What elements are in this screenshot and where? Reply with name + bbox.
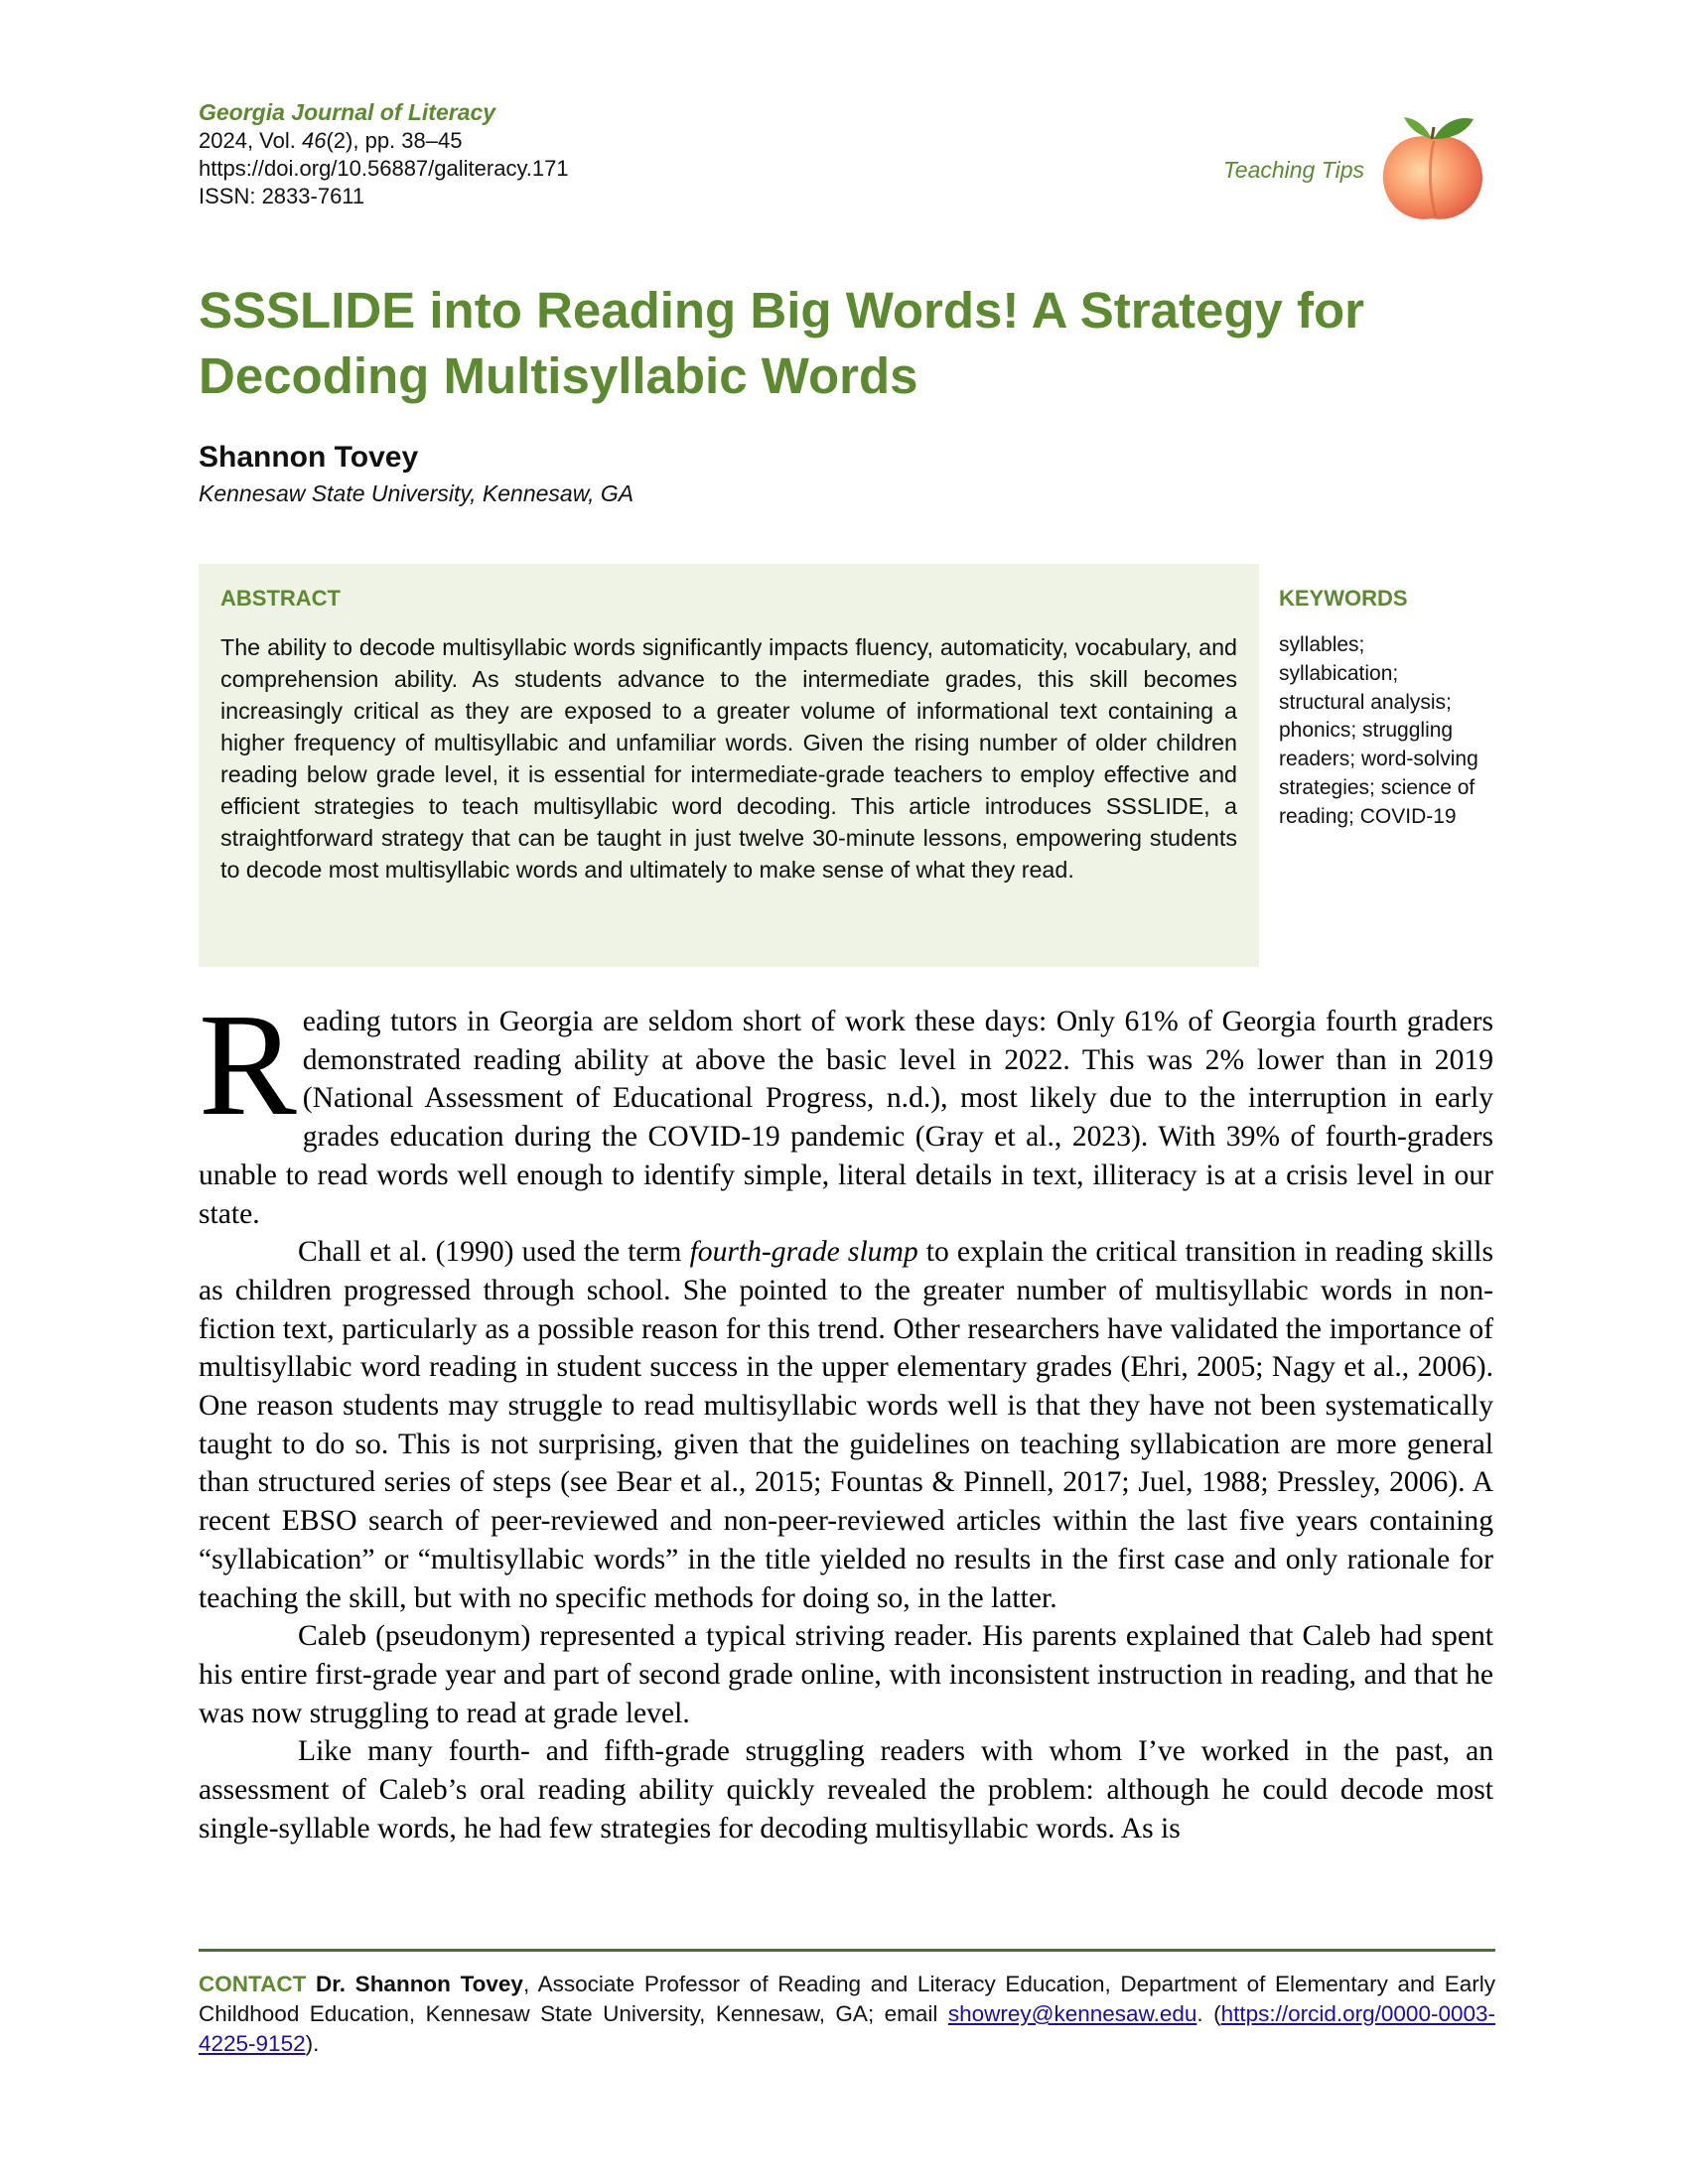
keywords-heading: KEYWORDS [1279, 586, 1408, 611]
contact-description: , Associate Professor of Reading and Literacy Education, Department of Elementary and Early Childhood Education, Kennesaw State University, Kennesaw, GA; email [199, 1972, 1495, 2026]
journal-name: Georgia Journal of Literacy [199, 99, 496, 125]
footer-divider [199, 1949, 1495, 1952]
contact-email-link[interactable]: showrey@kennesaw.edu [947, 2001, 1197, 2026]
article-title: SSSLIDE into Reading Big Words! A Strategy for Decoding Multisyllabic Words [199, 282, 1365, 404]
contact-closing: ). [305, 2031, 320, 2056]
contact-label: CONTACT [199, 1972, 307, 1996]
peach-icon [1374, 105, 1489, 224]
paragraph-2-term: fourth-grade slump [689, 1236, 918, 1269]
author-name: Shannon Tovey [199, 441, 419, 474]
contact-after-email: . ( [1196, 2001, 1221, 2026]
section-label: Teaching Tips [1222, 157, 1364, 183]
author-affiliation: Kennesaw State University, Kennesaw, GA [199, 480, 634, 506]
body-paragraph-2 [199, 1233, 1493, 1617]
keywords-text: syllables; syllabication; structural analysis; phonics; struggling readers; word-solving strategies; science of reading; COVID-19 [1279, 633, 1478, 828]
abstract-text: The ability to decode multisyllabic words significantly impacts fluency, automaticity, vocabulary, and comprehension ability. As students advance to the intermediate grades, this skill becomes increasingly critical as they are exposed to a greater volume of informational text containing a higher frequency of multisyllabic and unfamiliar words. Given the rising number of older children reading below grade level, it is essential for intermediate-grade teachers to employ effective and efficient strategies to teach multisyllabic word decoding. This article introduces SSSLIDE, a straightforward strategy that can be taught in just twelve 30-minute lessons, empowering students to decode most multisyllabic words and ultimately to make sense of what they read. [220, 634, 1237, 883]
article-body [199, 984, 1494, 1847]
orcid-link[interactable]: https://orcid.org/0000-0003-4225-9152 [199, 2001, 1495, 2056]
body-paragraph-3: Caleb (pseudonym) represented a typical striving reader. His parents explained that Caleb had spent his entire first-grade year and part of second grade online, with inconsistent instruction in reading, and that he was now struggling to read at grade level. [199, 1620, 1493, 1729]
drop-cap: R [199, 984, 297, 1147]
keywords-panel [1279, 586, 1482, 832]
paragraph-1-text: eading tutors in Georgia are seldom short of work these days: Only 61% of Georgia fourth graders demonstrated reading ability at above the basic level in 2022. This was 2% lower than in 2019 (National Assessment of Educational Progress, n.d.), most likely due to the interruption in early grades education during the COVID-19 pandemic (Gray et al., 2023). With 39% of fourth-graders unable to read words well enough to identify simple, literal details in text, illiteracy is at a crisis level in our state. [199, 1006, 1493, 1230]
journal-header [199, 97, 1489, 226]
volume-number: 46 [301, 128, 327, 153]
contact-note [199, 1970, 1495, 2059]
volume-suffix: (2), pp. 38–45 [326, 128, 463, 153]
volume-prefix: 2024, Vol. [199, 128, 302, 153]
volume-line [199, 127, 1489, 155]
body-paragraph-4: Like many fourth- and fifth-grade struggling readers with whom I’ve worked in the past, an assessment of Caleb’s oral reading ability quickly revealed the problem: although he could decode most single-syllable words, he had few strategies for decoding multisyllabic words. As is [199, 1735, 1493, 1844]
paragraph-2-after: to explain the critical transition in reading skills as children progressed through school. She pointed to the greater number of multisyllabic words in non-fiction text, particularly as a possible reason for this trend. Other researchers have validated the importance of multisyllabic word reading in student success in the upper elementary grades (Ehri, 2005; Nagy et al., 2006). One reason students may struggle to read multisyllabic words well is that they have not been systematically taught to do so. This is not surprising, given that the guidelines on teaching syllabication are more general than structured series of steps (see Bear et al., 2015; Fountas & Pinnell, 2017; Juel, 1988; Pressley, 2006). A recent EBSO search of peer-reviewed and non-peer-reviewed articles within the last five years containing “syllabication” or “multisyllabic words” in the title yielded no results in the first case and only rationale for teaching the skill, but with no specific methods for doing so, in the latter. [199, 1236, 1494, 1614]
doi-line[interactable]: https://doi.org/10.56887/galiteracy.171 [199, 156, 569, 181]
abstract-box [199, 564, 1259, 967]
paragraph-2-before: Chall et al. (1990) used the term [298, 1236, 690, 1269]
abstract-heading: ABSTRACT [220, 586, 341, 611]
contact-name: Dr. Shannon Tovey [316, 1972, 523, 1996]
issn-line: ISSN: 2833-7611 [199, 184, 365, 208]
body-paragraph-1 [199, 984, 1493, 1233]
